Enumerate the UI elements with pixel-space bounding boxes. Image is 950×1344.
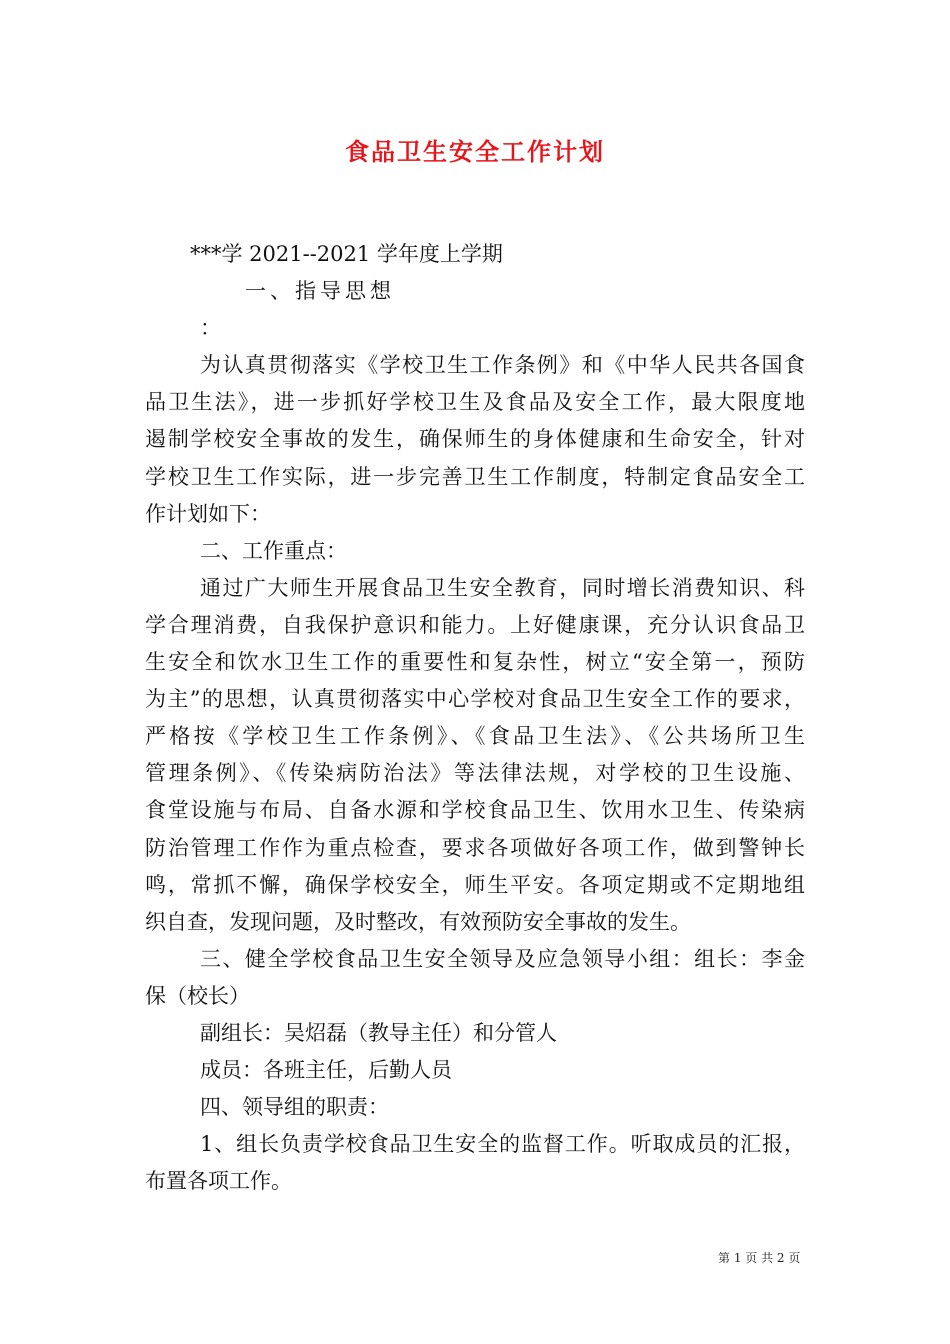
section-heading: 二、工作重点： bbox=[200, 538, 347, 563]
paragraph-line: 遏制学校安全事故的发生，确保师生的身体健康和生命安全，针对 bbox=[145, 427, 805, 452]
school-year-line: ***学 2021--2021 学年度上学期 bbox=[190, 242, 503, 266]
paragraph-line: 生安全和饮水卫生工作的重要性和复杂性，树立“安全第一，预防 bbox=[145, 650, 805, 675]
colon-line: ： bbox=[200, 316, 221, 341]
paragraph-line: 学校卫生工作实际，进一步完善卫生工作制度，特制定食品安全工 bbox=[145, 464, 805, 489]
paragraph-line: 为主”的思想，认真贯彻落实中心学校对食品卫生安全工作的要求， bbox=[145, 687, 805, 712]
paragraph-line: 通过广大师生开展食品卫生安全教育，同时增长消费知识、科 bbox=[200, 575, 805, 600]
paragraph-line: 食堂设施与布局、自备水源和学校食品卫生、饮用水卫生、传染病 bbox=[145, 798, 805, 823]
paragraph-line: 学合理消费，自我保护意识和能力。上好健康课，充分认识食品卫 bbox=[145, 612, 805, 637]
paragraph-line: 布置各项工作。 bbox=[145, 1169, 292, 1194]
paragraph-line: 织自查，发现问题，及时整改，有效预防安全事故的发生。 bbox=[145, 909, 691, 934]
paragraph-line: 作计划如下： bbox=[145, 501, 271, 526]
section-heading: 三、健全学校食品卫生安全领导及应急领导小组：组长：李金 bbox=[200, 946, 805, 971]
paragraph-line: 管理条例》、《传染病防治法》等法律法规，对学校的卫生设施、 bbox=[145, 761, 805, 786]
page-number: 第 1 页 共 2 页 bbox=[718, 1251, 801, 1265]
document-body bbox=[145, 236, 805, 1200]
paragraph-line: 1、组长负责学校食品卫生安全的监督工作。听取成员的汇报， bbox=[200, 1132, 805, 1157]
section-heading: 一、指导思想 bbox=[245, 279, 395, 304]
paragraph-line: 保（校长） bbox=[145, 983, 250, 1008]
paragraph-line: 副组长：吴炤磊（教导主任）和分管人 bbox=[200, 1020, 557, 1045]
paragraph-line: 品卫生法》，进一步抓好学校卫生及食品及安全工作，最大限度地 bbox=[145, 390, 805, 415]
section-heading: 四、领导组的职责： bbox=[200, 1095, 389, 1120]
paragraph-line: 严格按《学校卫生工作条例》、《食品卫生法》、《公共场所卫生 bbox=[145, 724, 805, 749]
paragraph-line: 鸣，常抓不懈，确保学校安全，师生平安。各项定期或不定期地组 bbox=[145, 872, 805, 897]
paragraph-line: 防治管理工作作为重点检查，要求各项做好各项工作，做到警钟长 bbox=[145, 835, 805, 860]
paragraph-line: 成员：各班主任，后勤人员 bbox=[200, 1058, 452, 1083]
document-title: 食品卫生安全工作计划 bbox=[345, 137, 605, 166]
paragraph-line: 为认真贯彻落实《学校卫生工作条例》和《中华人民共各国食 bbox=[200, 353, 805, 378]
